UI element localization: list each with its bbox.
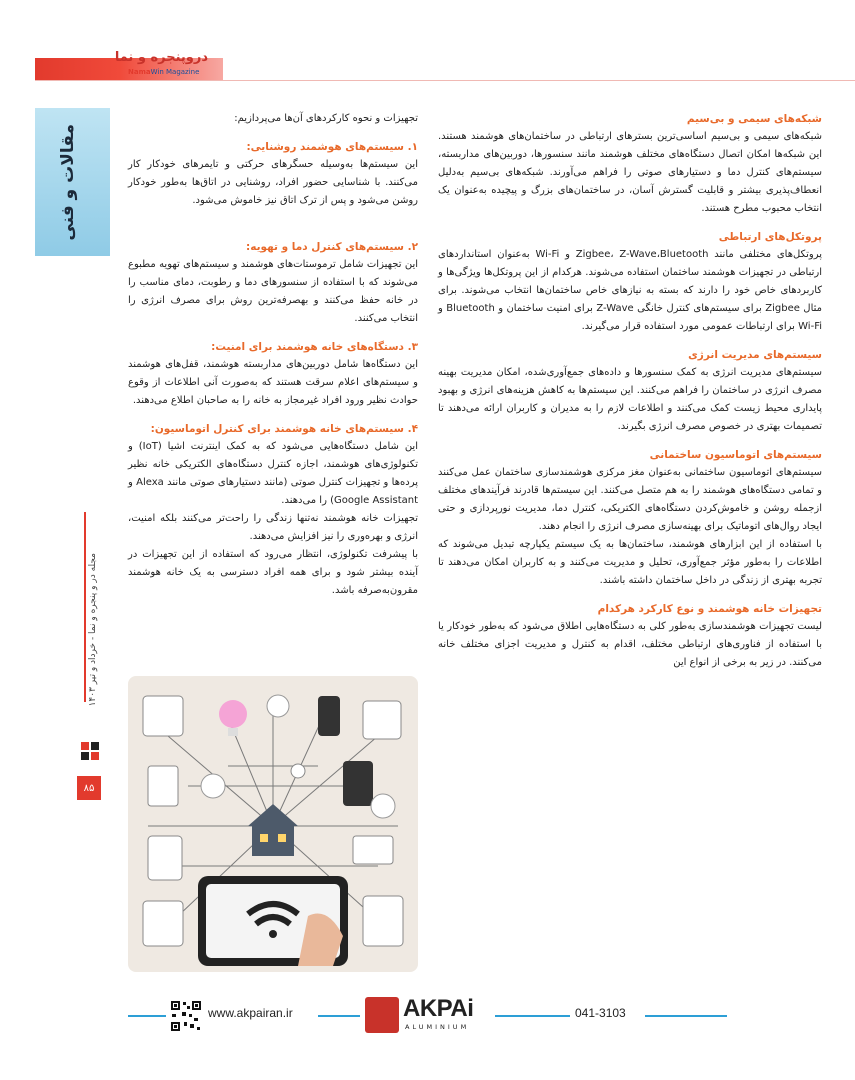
- paragraph-gap: [128, 210, 418, 228]
- paragraph: پروتکل‌های مختلفی مانند Zigbee، Z-Wave،Bluetooth و Wi-Fi به‌عنوان استانداردهای ارتباطی در تجهیزات هوشمند ساختمان استفاده می‌شوند. هرکدام از این پروتکل‌ها ویژگی‌ها و کاربردهای خاص خود را دارند که بسته به نیازهای خاص ساختمان‌ها انتخاب می‌شوند. برای مثال Zigbee برای سیستم‌های کنترل خانگی Z-Wave برای امنیت ساختمان و Bluetooth و Wi-Fi برای ارتباطات عمومی مورد استفاده قرار می‌گیرند.: [438, 249, 822, 332]
- paragraph: تجهیزات خانه هوشمند نه‌تنها زندگی را راحت‌تر می‌کنند بلکه امنیت، انرژی و بهره‌وری را نیز افزایش می‌دهند.: [128, 513, 418, 542]
- article-column-left: [128, 110, 418, 600]
- brand-name: AKPAi: [403, 995, 474, 1022]
- brand-mark-icon: [365, 997, 399, 1033]
- paragraph: شبکه‌های سیمی و بی‌سیم اساسی‌ترین بسترهای ارتباطی در ساختمان‌های هوشمند هستند. این شبکه‌ها امکان اتصال دستگاه‌های مختلف هوشمند مانند سنسورها، دوربین‌های مداربسته، سیستم‌های کنترل دما و دستیارهای صوتی را فراهم می‌آورند. شبکه‌های بی‌سیم به‌دلیل انعطاف‌پذیری بیشتر و قابلیت گسترش آسان، در ساختمان‌های بزرگ و پیچیده به‌عنوان یک انتخاب محبوب مطرح هستند.: [438, 131, 822, 214]
- page-number: ۸۵: [77, 776, 101, 800]
- section-heading: ۲. سیستم‌های کنترل دما و تهویه:: [246, 241, 418, 253]
- paragraph: این تجهیزات شامل ترموستات‌های هوشمند و سیستم‌های تهویه مطبوع می‌شوند که با استفاده از سنسورهای دما و رطوبت، دمای مناسب را در خانه حفظ می‌کنند و بهصرفه‌ترین روش برای مصرف انرژی را انتخاب می‌کنند.: [128, 259, 418, 324]
- section-heading: تجهیزات خانه هوشمند و نوع کارکرد هرکدام: [597, 603, 822, 615]
- qr-code-icon[interactable]: [170, 1000, 202, 1032]
- header-divider: [35, 80, 855, 81]
- article-column-right: [438, 110, 822, 672]
- paragraph: این سیستم‌ها به‌وسیله حسگرهای حرکتی و تایمرهای خودکار کار می‌کنند. با شناسایی حضور افراد، روشنایی در اتاق‌ها به‌طور خودکار روشن می‌شود و پس از ترک اتاق نیز خاموش می‌شود.: [128, 159, 418, 206]
- section-heading: ۴. سیستم‌های خانه هوشمند برای کنترل اتوماسیون:: [150, 423, 418, 435]
- smart-home-illustration: [128, 676, 418, 972]
- footer-line-mid-right: [495, 1015, 570, 1017]
- paragraph: این دستگاه‌ها شامل دوربین‌های مداربسته هوشمند، قفل‌های هوشمند و سیستم‌های اعلام سرقت هستند که به‌صورت آنی اطلاعات از وقوع حوادث نظیر ورود افراد غیرمجاز به خانه را به صاحبان اطلاع می‌دهند.: [128, 359, 418, 406]
- section-title: مقالات و فنی: [58, 123, 78, 241]
- paragraph: سیستم‌های اتوماسیون ساختمانی به‌عنوان مغز مرکزی هوشمندسازی ساختمان عمل می‌کنند و تمامی دستگاه‌های هوشمند را به هم متصل می‌کنند. این سیستم‌ها قادرند فرآیندهای مختلف ازجمله روشن و خاموش‌کردن دستگاه‌های الکتریکی، کنترل دما، مدیریت نورپردازی و حتی ایجاد روال‌های اتوماتیک برای بهینه‌سازی مصرف انرژی را انجام دهند.: [438, 467, 822, 532]
- section-heading: پروتکل‌های ارتباطی: [718, 231, 822, 243]
- footer-line-left: [128, 1015, 166, 1017]
- magazine-logo[interactable]: [114, 50, 208, 80]
- paragraph: با پیشرفت تکنولوژی، انتظار می‌رود که استفاده از این تجهیزات در آینده بیشتر شود و برای همه افراد دسترسی به یک خانه هوشمند مقرون‌به‌صرفه باشد.: [128, 549, 418, 596]
- website-link[interactable]: www.akpairan.ir: [208, 1006, 293, 1020]
- magazine-issue-info: مجله در و پنجره و نما - خرداد و تیر ۱۴۰۳: [88, 553, 98, 707]
- section-heading: ۳. دستگاه‌های خانه هوشمند برای امنیت:: [211, 341, 418, 353]
- house-icon: [248, 804, 298, 856]
- section-heading: شبکه‌های سیمی و بی‌سیم: [686, 113, 822, 125]
- logo-persian: دروپنجره و نما: [114, 50, 208, 65]
- section-heading: سیستم‌های اتوماسیون ساختمانی: [649, 449, 822, 461]
- paragraph: تجهیزات و نحوه کارکردهای آن‌ها می‌پردازیم:: [234, 113, 418, 124]
- section-heading: سیستم‌های مدیریت انرژی: [688, 349, 822, 361]
- tablet-wifi-icon: [198, 876, 348, 966]
- footer-line-right: [645, 1015, 727, 1017]
- logo-english: NamaWin Magazine: [128, 68, 200, 76]
- window-icon: [79, 740, 101, 762]
- paragraph: سیستم‌های مدیریت انرژی به کمک سنسورها و داده‌های جمع‌آوری‌شده، امکان مدیریت بهینه مصرف انرژی در ساختمان را فراهم می‌کنند. این سیستم‌ها به کاهش هزینه‌های انرژی و بهبود پایداری محیط زیست کمک می‌کنند و اطلاعات لازم را به مدیران و کاربران ارائه می‌دهند تا تصمیمات بهتری در خصوص مصرف انرژی بگیرند.: [438, 367, 822, 432]
- brand-logo: [365, 995, 485, 1037]
- footer-line-mid-left: [318, 1015, 360, 1017]
- brand-subtitle: ALUMINIUM: [405, 1023, 470, 1031]
- paragraph: با استفاده از این ابزارهای هوشمند، ساختمان‌ها به یک سیستم یکپارچه تبدیل می‌شوند که اطلاعات را به‌طور مؤثر جمع‌آوری، تحلیل و مدیریت می‌کنند و به کاربران امکان می‌دهند تا تجربه بهتری از زندگی در داخل ساختمان داشته باشند.: [438, 539, 822, 586]
- phone-number: 041-3103: [575, 1006, 626, 1020]
- section-heading: ۱. سیستم‌های هوشمند روشنایی:: [246, 141, 418, 153]
- paragraph: این شامل دستگاه‌هایی می‌شود که به کمک اینترنت اشیا (IoT) و تکنولوژی‌های هوشمند، اجازه کنترل دستگاه‌های الکتریکی خانه نظیر پرده‌ها و تجهیزات کنترل صوتی (مانند دستیارهای صوتی مانند Alexa و Google Assistant) را می‌دهند.: [128, 441, 418, 506]
- paragraph: لیست تجهیزات هوشمندسازی به‌طور کلی به دستگاه‌هایی اطلاق می‌شود که به‌طور خودکار یا با استفاده از فناوری‌های ارتباطی مختلف، اقدام به کنترل و مدیریت اجزای مختلف خانه می‌کنند. در زیر به برخی از انواع این: [438, 621, 822, 668]
